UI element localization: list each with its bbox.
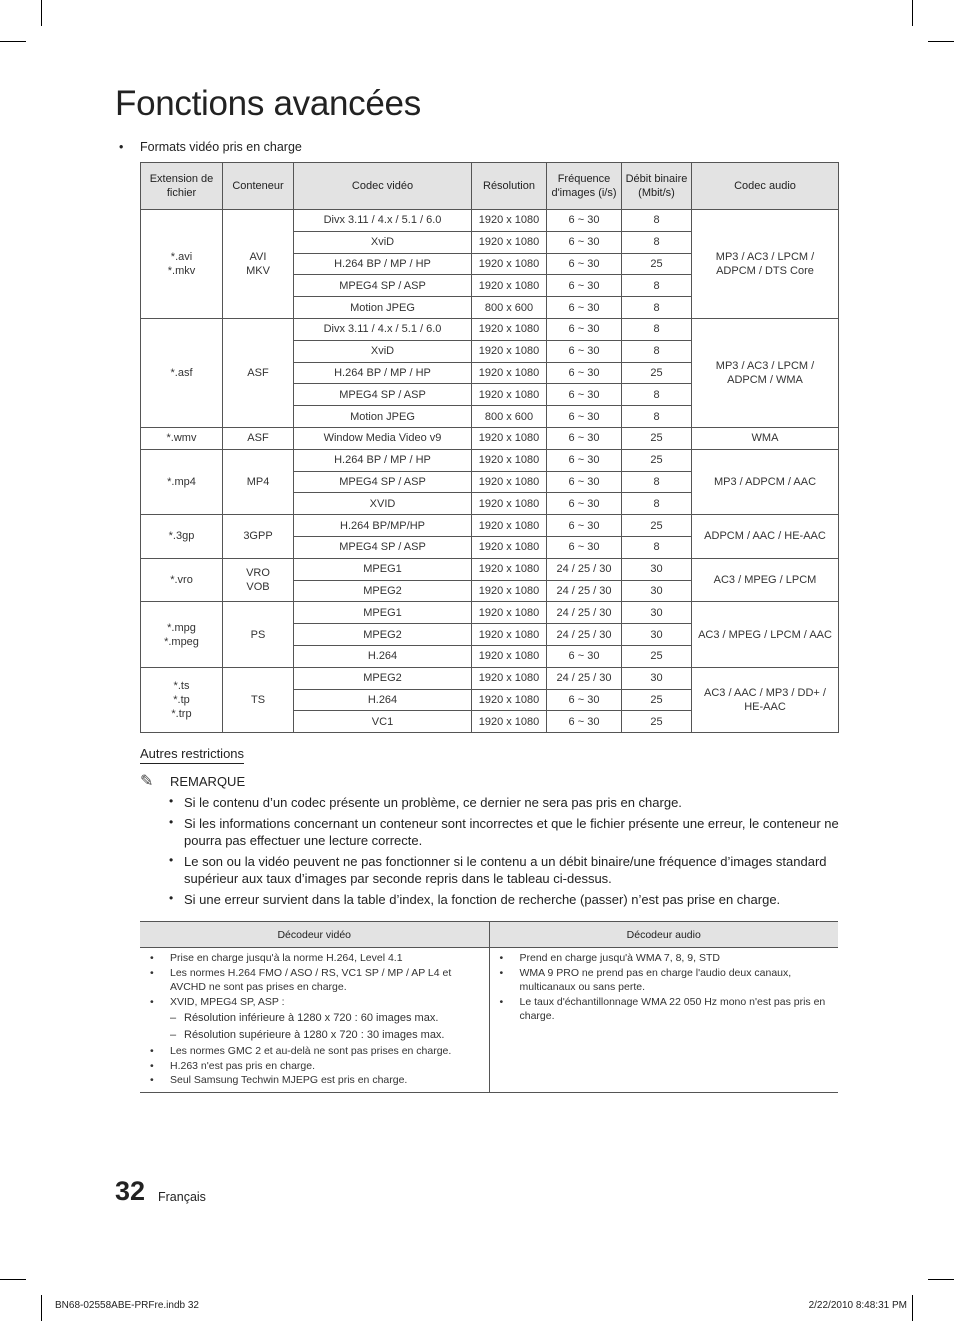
bitrate-cell: 8 — [622, 231, 692, 253]
frame-rate-cell: 6 ~ 30 — [547, 253, 622, 275]
video-codec-cell: XviD — [294, 231, 472, 253]
footer-file-name: BN68-02558ABE-PRFre.indb 32 — [55, 1300, 199, 1311]
video-codec-cell: VC1 — [294, 711, 472, 733]
video-codec-cell: Motion JPEG — [294, 406, 472, 428]
crop-mark — [0, 41, 26, 42]
video-codec-cell: XviD — [294, 340, 472, 362]
resolution-cell: 1920 x 1080 — [472, 689, 547, 711]
audio-codec-cell: AC3 / MPEG / LPCM / AAC — [692, 602, 839, 667]
bitrate-cell: 8 — [622, 384, 692, 406]
video-codec-cell: H.264 BP / MP / HP — [294, 362, 472, 384]
resolution-cell: 1920 x 1080 — [472, 493, 547, 515]
header-video-decoder: Décodeur vidéo — [140, 922, 489, 948]
restrictions-heading: Autres restrictions — [140, 746, 244, 764]
bitrate-cell: 25 — [622, 689, 692, 711]
crop-mark — [928, 1279, 954, 1280]
extension-cell: *.mp4 — [141, 449, 223, 514]
table-row — [141, 318, 839, 340]
video-codec-cell: Window Media Video v9 — [294, 427, 472, 449]
resolution-cell: 1920 x 1080 — [472, 362, 547, 384]
container-cell: PS — [223, 602, 294, 667]
video-codec-cell: H.264 BP/MP/HP — [294, 515, 472, 537]
resolution-cell: 1920 x 1080 — [472, 449, 547, 471]
list-item: • Si une erreur survient dans la table d’index, la fonction de recherche (passer) n’est pas prise en charge. — [168, 891, 840, 908]
bitrate-cell: 30 — [622, 624, 692, 646]
resolution-cell: 1920 x 1080 — [472, 536, 547, 558]
frame-rate-cell: 6 ~ 30 — [547, 362, 622, 384]
audio-codec-cell: WMA — [692, 427, 839, 449]
video-formats-table — [140, 162, 839, 733]
list-item: • Si le contenu d’un codec présente un problème, ce dernier ne sera pas pris en charge. — [168, 794, 840, 811]
frame-rate-cell: 6 ~ 30 — [547, 689, 622, 711]
container-cell: TS — [223, 667, 294, 732]
restrictions-list — [168, 794, 840, 912]
video-codec-cell: XVID — [294, 493, 472, 515]
intro-line — [119, 140, 302, 154]
frame-rate-cell: 24 / 25 / 30 — [547, 667, 622, 689]
resolution-cell: 800 x 600 — [472, 406, 547, 428]
frame-rate-cell: 6 ~ 30 — [547, 384, 622, 406]
table-row — [141, 558, 839, 580]
video-decoder-cell — [140, 948, 489, 1093]
frame-rate-cell: 6 ~ 30 — [547, 471, 622, 493]
video-codec-cell: H.264 — [294, 689, 472, 711]
resolution-cell: 800 x 600 — [472, 297, 547, 319]
video-codec-cell: H.264 BP / MP / HP — [294, 449, 472, 471]
video-codec-cell: Divx 3.11 / 4.x / 5.1 / 6.0 — [294, 210, 472, 232]
resolution-cell: 1920 x 1080 — [472, 515, 547, 537]
page-number: 32 — [115, 1176, 146, 1206]
extension-cell: *.3gp — [141, 515, 223, 559]
extension-cell: *.avi *.mkv — [141, 210, 223, 319]
frame-rate-cell: 6 ~ 30 — [547, 318, 622, 340]
resolution-cell: 1920 x 1080 — [472, 318, 547, 340]
table-row — [141, 515, 839, 537]
list-item: • Prise en charge jusqu'à la norme H.264, Level 4.1 — [150, 951, 481, 966]
bitrate-cell: 8 — [622, 318, 692, 340]
frame-rate-cell: 6 ~ 30 — [547, 210, 622, 232]
footer-timestamp: 2/22/2010 8:48:31 PM — [808, 1300, 907, 1311]
crop-mark — [912, 0, 913, 26]
resolution-cell: 1920 x 1080 — [472, 645, 547, 667]
page-title: Fonctions avancées — [115, 84, 421, 123]
crop-mark — [41, 1295, 42, 1321]
video-codec-cell: MPEG4 SP / ASP — [294, 275, 472, 297]
bitrate-cell: 8 — [622, 471, 692, 493]
resolution-cell: 1920 x 1080 — [472, 427, 547, 449]
list-item: • Le son ou la vidéo peuvent ne pas fonctionner si le contenu a un débit binaire/une fréquence d’images standard supérieur aux taux d’images par seconde repris dans le tableau ci-dessus. — [168, 853, 840, 887]
container-cell: VRO VOB — [223, 558, 294, 602]
crop-mark — [912, 1295, 913, 1321]
audio-codec-cell: MP3 / AC3 / LPCM / ADPCM / WMA — [692, 318, 839, 427]
table-header-row — [141, 163, 839, 210]
bitrate-cell: 8 — [622, 297, 692, 319]
container-cell: ASF — [223, 318, 294, 427]
container-cell: MP4 — [223, 449, 294, 514]
list-item: • Seul Samsung Techwin MJEPG est pris en charge. — [150, 1073, 481, 1088]
audio-decoder-cell — [489, 948, 838, 1093]
container-cell: 3GPP — [223, 515, 294, 559]
audio-codec-cell: AC3 / MPEG / LPCM — [692, 558, 839, 602]
note-label: REMARQUE — [170, 774, 246, 789]
bitrate-cell: 30 — [622, 667, 692, 689]
frame-rate-cell: 6 ~ 30 — [547, 297, 622, 319]
frame-rate-cell: 6 ~ 30 — [547, 515, 622, 537]
resolution-cell: 1920 x 1080 — [472, 558, 547, 580]
crop-mark — [0, 1279, 26, 1280]
list-item: • Les normes GMC 2 et au-delà ne sont pas prises en charge. — [150, 1044, 481, 1059]
resolution-cell: 1920 x 1080 — [472, 253, 547, 275]
frame-rate-cell: 24 / 25 / 30 — [547, 580, 622, 602]
video-codec-cell: MPEG4 SP / ASP — [294, 471, 472, 493]
video-codec-cell: H.264 — [294, 645, 472, 667]
resolution-cell: 1920 x 1080 — [472, 231, 547, 253]
video-codec-cell: MPEG2 — [294, 580, 472, 602]
resolution-cell: 1920 x 1080 — [472, 667, 547, 689]
bitrate-cell: 8 — [622, 406, 692, 428]
bitrate-cell: 30 — [622, 580, 692, 602]
table-row — [141, 210, 839, 232]
video-codec-cell: MPEG1 — [294, 602, 472, 624]
frame-rate-cell: 6 ~ 30 — [547, 406, 622, 428]
extension-cell: *.wmv — [141, 427, 223, 449]
frame-rate-cell: 6 ~ 30 — [547, 427, 622, 449]
list-item: • WMA 9 PRO ne prend pas en charge l'audio deux canaux, multicanaux ou sans perte. — [500, 966, 831, 995]
table-row — [141, 427, 839, 449]
table-header-row — [140, 922, 838, 948]
container-cell: ASF — [223, 427, 294, 449]
bitrate-cell: 8 — [622, 493, 692, 515]
header-audio-codec: Codec audio — [692, 163, 839, 210]
note-heading — [140, 771, 245, 791]
audio-codec-cell: MP3 / ADPCM / AAC — [692, 449, 839, 514]
frame-rate-cell: 6 ~ 30 — [547, 536, 622, 558]
list-item: • XVID, MPEG4 SP, ASP : — [150, 995, 481, 1010]
pencil-icon: ✎ — [140, 773, 154, 790]
frame-rate-cell: 6 ~ 30 — [547, 711, 622, 733]
bitrate-cell: 25 — [622, 427, 692, 449]
resolution-cell: 1920 x 1080 — [472, 624, 547, 646]
video-decoder-list — [150, 951, 481, 1088]
list-item: • H.263 n'est pas pris en charge. — [150, 1059, 481, 1074]
frame-rate-cell: 24 / 25 / 30 — [547, 624, 622, 646]
list-item: • Si les informations concernant un conteneur sont incorrectes et que le fichier présente une erreur, le conteneur ne pourra pas effectuer une lecture correcte. — [168, 815, 840, 849]
header-resolution: Résolution — [472, 163, 547, 210]
extension-cell: *.ts *.tp *.trp — [141, 667, 223, 732]
frame-rate-cell: 6 ~ 30 — [547, 231, 622, 253]
table-row — [141, 667, 839, 689]
resolution-cell: 1920 x 1080 — [472, 275, 547, 297]
bullet: • — [119, 140, 124, 154]
language-label: Français — [158, 1190, 206, 1204]
resolution-cell: 1920 x 1080 — [472, 602, 547, 624]
intro-text: Formats vidéo pris en charge — [140, 140, 302, 154]
crop-mark — [41, 0, 42, 26]
extension-cell: *.asf — [141, 318, 223, 427]
header-video-codec: Codec vidéo — [294, 163, 472, 210]
resolution-cell: 1920 x 1080 — [472, 384, 547, 406]
audio-codec-cell: ADPCM / AAC / HE-AAC — [692, 515, 839, 559]
bitrate-cell: 25 — [622, 711, 692, 733]
frame-rate-cell: 6 ~ 30 — [547, 645, 622, 667]
bitrate-cell: 8 — [622, 340, 692, 362]
resolution-cell: 1920 x 1080 — [472, 580, 547, 602]
list-item: – Résolution supérieure à 1280 x 720 : 30 images max. — [150, 1028, 481, 1043]
resolution-cell: 1920 x 1080 — [472, 711, 547, 733]
video-codec-cell: Motion JPEG — [294, 297, 472, 319]
header-container: Conteneur — [223, 163, 294, 210]
decoder-table — [140, 921, 838, 1093]
header-extension: Extension de fichier — [141, 163, 223, 210]
bitrate-cell: 25 — [622, 645, 692, 667]
bitrate-cell: 30 — [622, 558, 692, 580]
video-codec-cell: MPEG2 — [294, 624, 472, 646]
frame-rate-cell: 24 / 25 / 30 — [547, 558, 622, 580]
bitrate-cell: 25 — [622, 515, 692, 537]
header-audio-decoder: Décodeur audio — [489, 922, 838, 948]
list-item: – Résolution inférieure à 1280 x 720 : 60 images max. — [150, 1011, 481, 1026]
list-item: • Prend en charge jusqu'à WMA 7, 8, 9, STD — [500, 951, 831, 966]
frame-rate-cell: 6 ~ 30 — [547, 340, 622, 362]
bitrate-cell: 8 — [622, 536, 692, 558]
video-codec-cell: MPEG1 — [294, 558, 472, 580]
audio-codec-cell: AC3 / AAC / MP3 / DD+ / HE-AAC — [692, 667, 839, 732]
resolution-cell: 1920 x 1080 — [472, 471, 547, 493]
table-row — [141, 449, 839, 471]
resolution-cell: 1920 x 1080 — [472, 210, 547, 232]
audio-decoder-list — [500, 951, 831, 1024]
header-bitrate: Débit binaire (Mbit/s) — [622, 163, 692, 210]
list-item: • Les normes H.264 FMO / ASO / RS, VC1 SP / MP / AP L4 et AVCHD ne sont pas prises en charge. — [150, 966, 481, 995]
bitrate-cell: 30 — [622, 602, 692, 624]
resolution-cell: 1920 x 1080 — [472, 340, 547, 362]
header-frame-rate: Fréquence d'images (i/s) — [547, 163, 622, 210]
video-codec-cell: Divx 3.11 / 4.x / 5.1 / 6.0 — [294, 318, 472, 340]
bitrate-cell: 25 — [622, 362, 692, 384]
table-row — [141, 602, 839, 624]
extension-cell: *.mpg *.mpeg — [141, 602, 223, 667]
extension-cell: *.vro — [141, 558, 223, 602]
frame-rate-cell: 6 ~ 30 — [547, 493, 622, 515]
table-row — [140, 948, 838, 1093]
crop-mark — [928, 41, 954, 42]
list-item: • Le taux d'échantillonnage WMA 22 050 Hz mono n'est pas pris en charge. — [500, 995, 831, 1024]
container-cell: AVI MKV — [223, 210, 294, 319]
bitrate-cell: 25 — [622, 253, 692, 275]
frame-rate-cell: 6 ~ 30 — [547, 449, 622, 471]
frame-rate-cell: 24 / 25 / 30 — [547, 602, 622, 624]
bitrate-cell: 25 — [622, 449, 692, 471]
frame-rate-cell: 6 ~ 30 — [547, 275, 622, 297]
video-codec-cell: H.264 BP / MP / HP — [294, 253, 472, 275]
bitrate-cell: 8 — [622, 210, 692, 232]
video-codec-cell: MPEG4 SP / ASP — [294, 536, 472, 558]
video-codec-cell: MPEG4 SP / ASP — [294, 384, 472, 406]
audio-codec-cell: MP3 / AC3 / LPCM / ADPCM / DTS Core — [692, 210, 839, 319]
bitrate-cell: 8 — [622, 275, 692, 297]
video-codec-cell: MPEG2 — [294, 667, 472, 689]
